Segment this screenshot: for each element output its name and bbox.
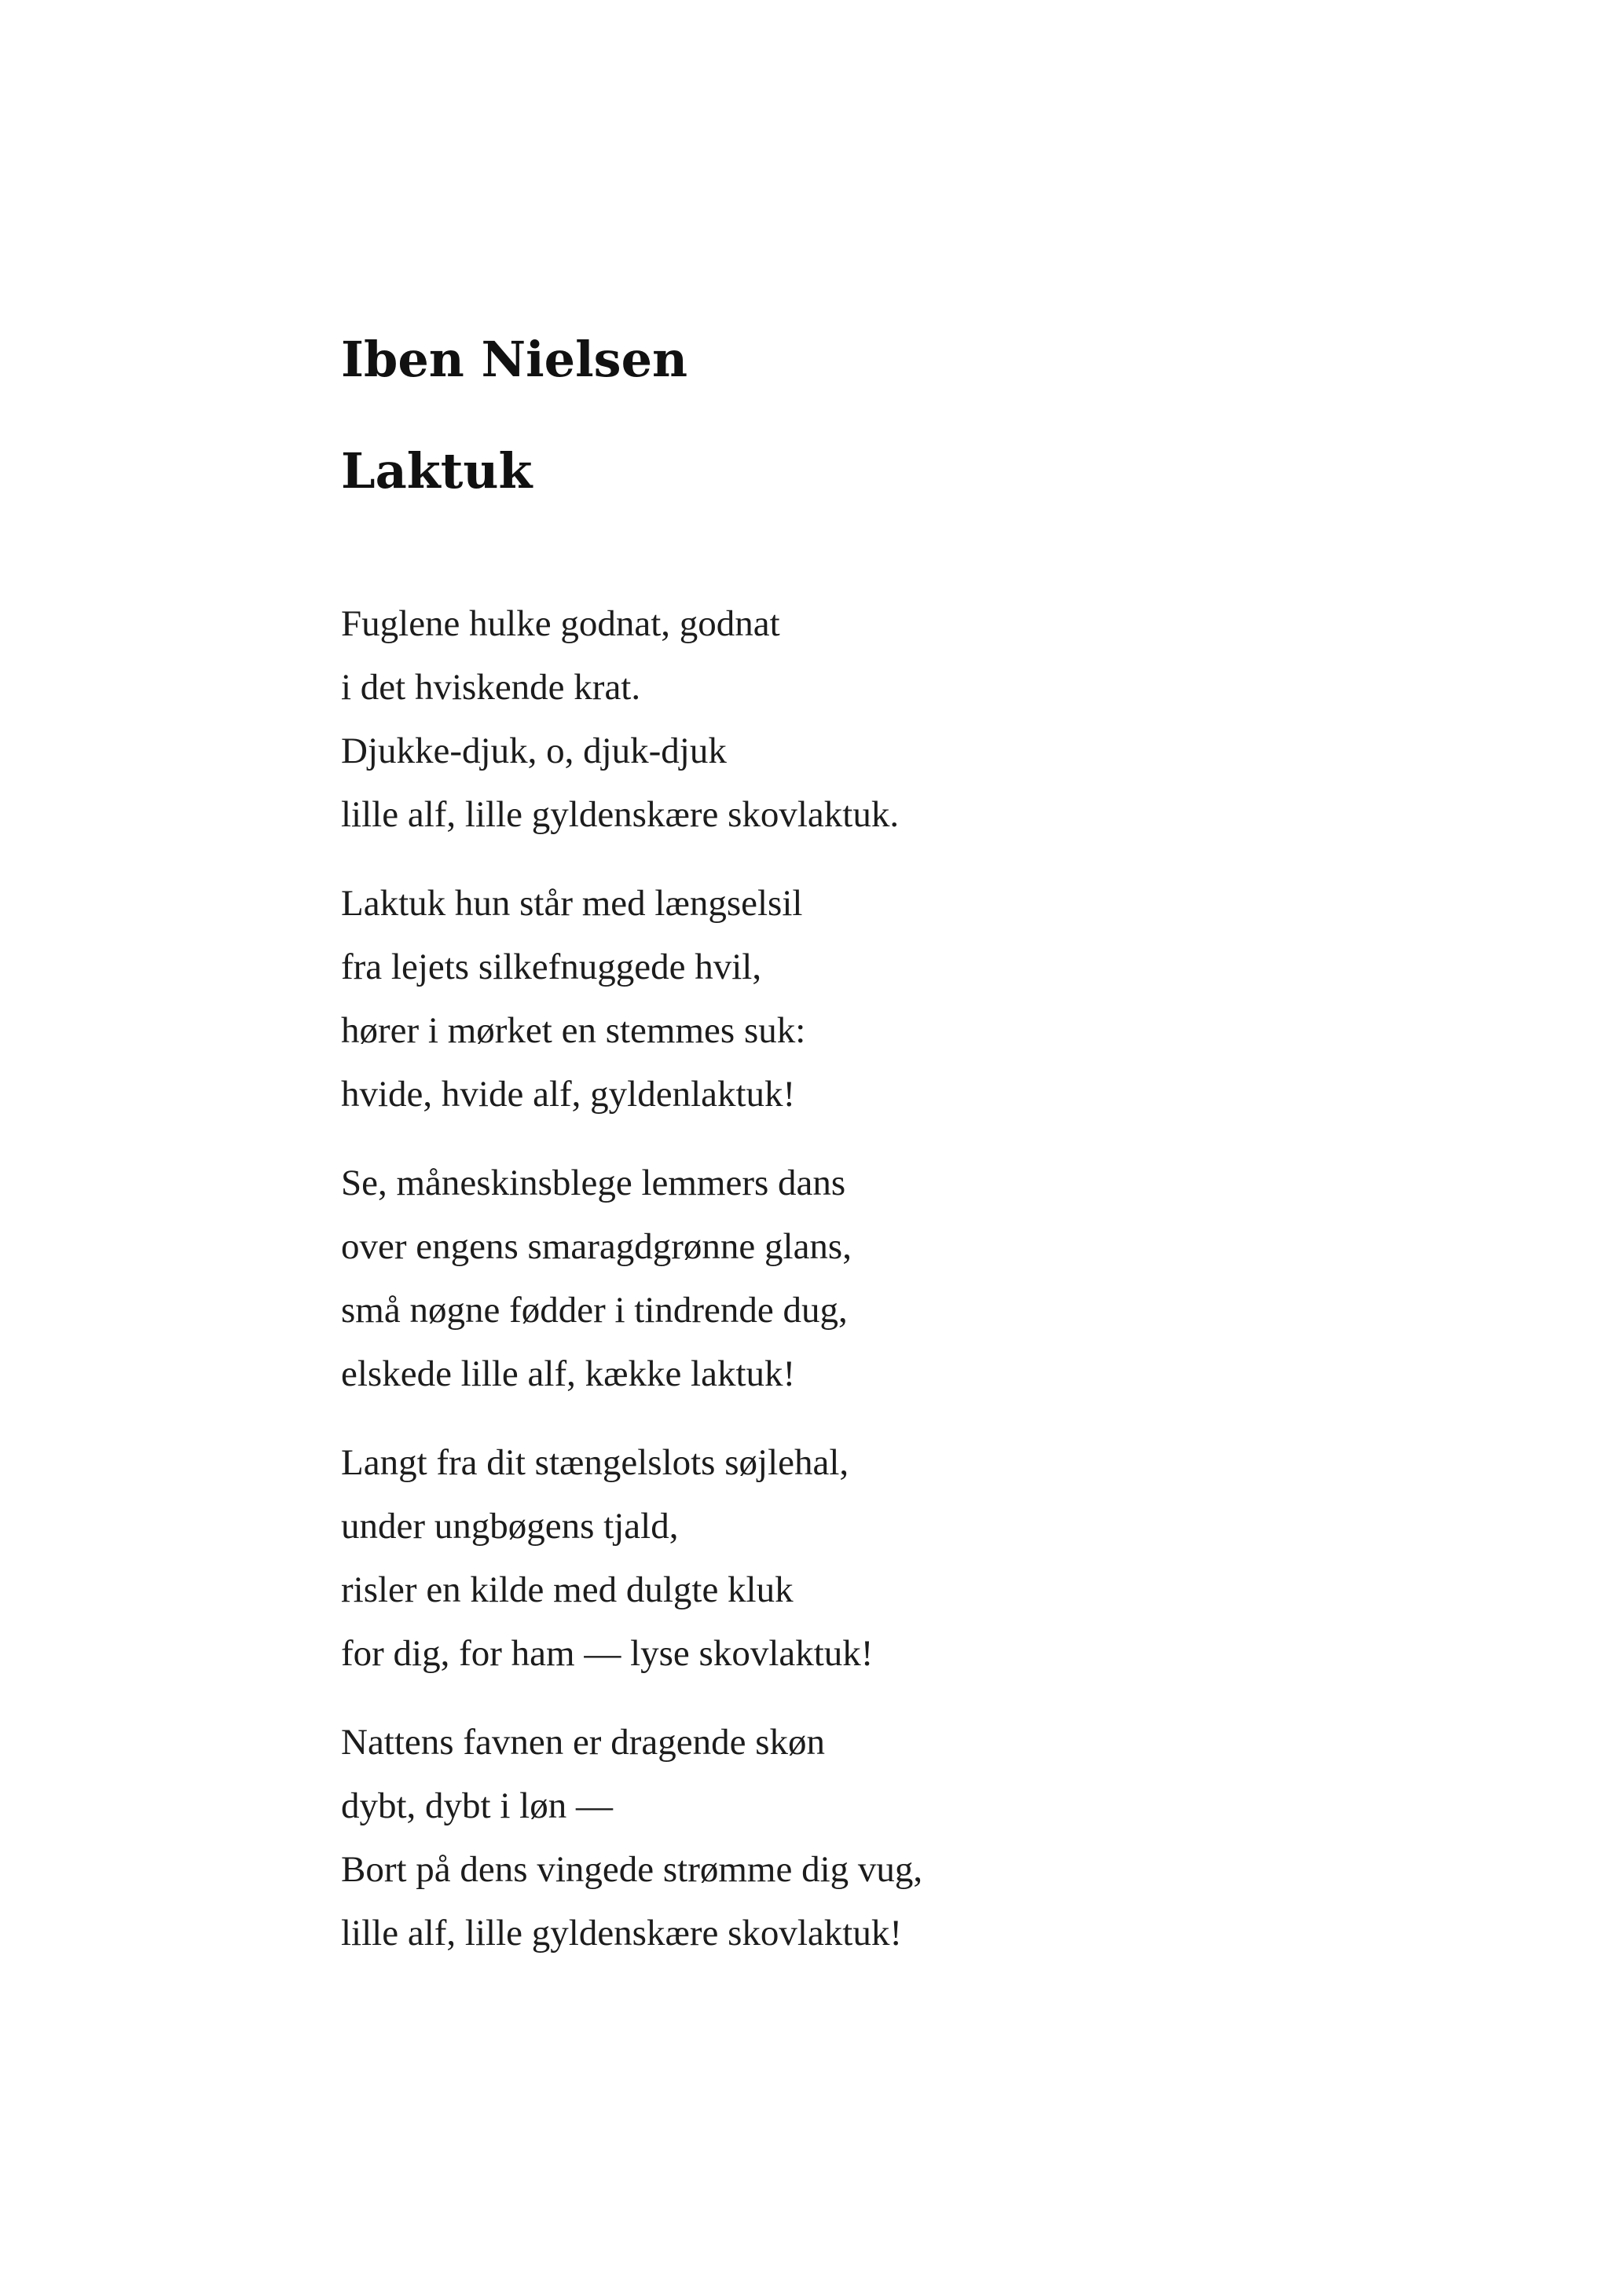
poem-line: fra lejets silkefnuggede hvil,: [341, 947, 762, 987]
stanza-2: [341, 872, 1441, 1126]
poem-line: Djukke-djuk, o, djuk-djuk: [341, 731, 727, 771]
poem-line: dybt, dybt i løn —: [341, 1785, 613, 1826]
poem-line: hører i mørket en stemmes suk:: [341, 1010, 806, 1051]
poem-line: elskede lille alf, kække laktuk!: [341, 1353, 796, 1394]
stanza-5: [341, 1711, 1441, 1965]
poem-line: hvide, hvide alf, gyldenlaktuk!: [341, 1074, 796, 1115]
author-name: Iben Nielsen: [341, 331, 688, 388]
poem-line: risler en kilde med dulgte kluk: [341, 1569, 794, 1610]
poem-body: [341, 592, 1441, 1965]
stanza-3: [341, 1152, 1441, 1406]
stanza-1: [341, 592, 1441, 847]
poem-line: over engens smaragdgrønne glans,: [341, 1226, 852, 1267]
poem-line: Bort på dens vingede strømme dig vug,: [341, 1849, 923, 1890]
poem-title: Laktuk: [341, 442, 533, 500]
poem-line: under ungbøgens tjald,: [341, 1506, 679, 1547]
poem-line: lille alf, lille gyldenskære skovlaktuk.: [341, 794, 900, 835]
poem-line: Nattens favnen er dragende skøn: [341, 1722, 825, 1763]
poem-line: Se, måneskinsblege lemmers dans: [341, 1163, 846, 1203]
poem-line: Langt fra dit stængelslots søjlehal,: [341, 1442, 849, 1483]
poem-content: [341, 324, 1441, 1990]
stanza-4: [341, 1431, 1441, 1686]
poem-line: Fuglene hulke godnat, godnat: [341, 603, 780, 644]
poem-line: lille alf, lille gyldenskære skovlaktuk!: [341, 1913, 902, 1954]
poem-line: Laktuk hun står med længselsil: [341, 883, 803, 924]
poem-line: for dig, for ham — lyse skovlaktuk!: [341, 1633, 874, 1674]
poem-line: små nøgne fødder i tindrende dug,: [341, 1290, 848, 1331]
poem-line: i det hviskende krat.: [341, 667, 641, 708]
